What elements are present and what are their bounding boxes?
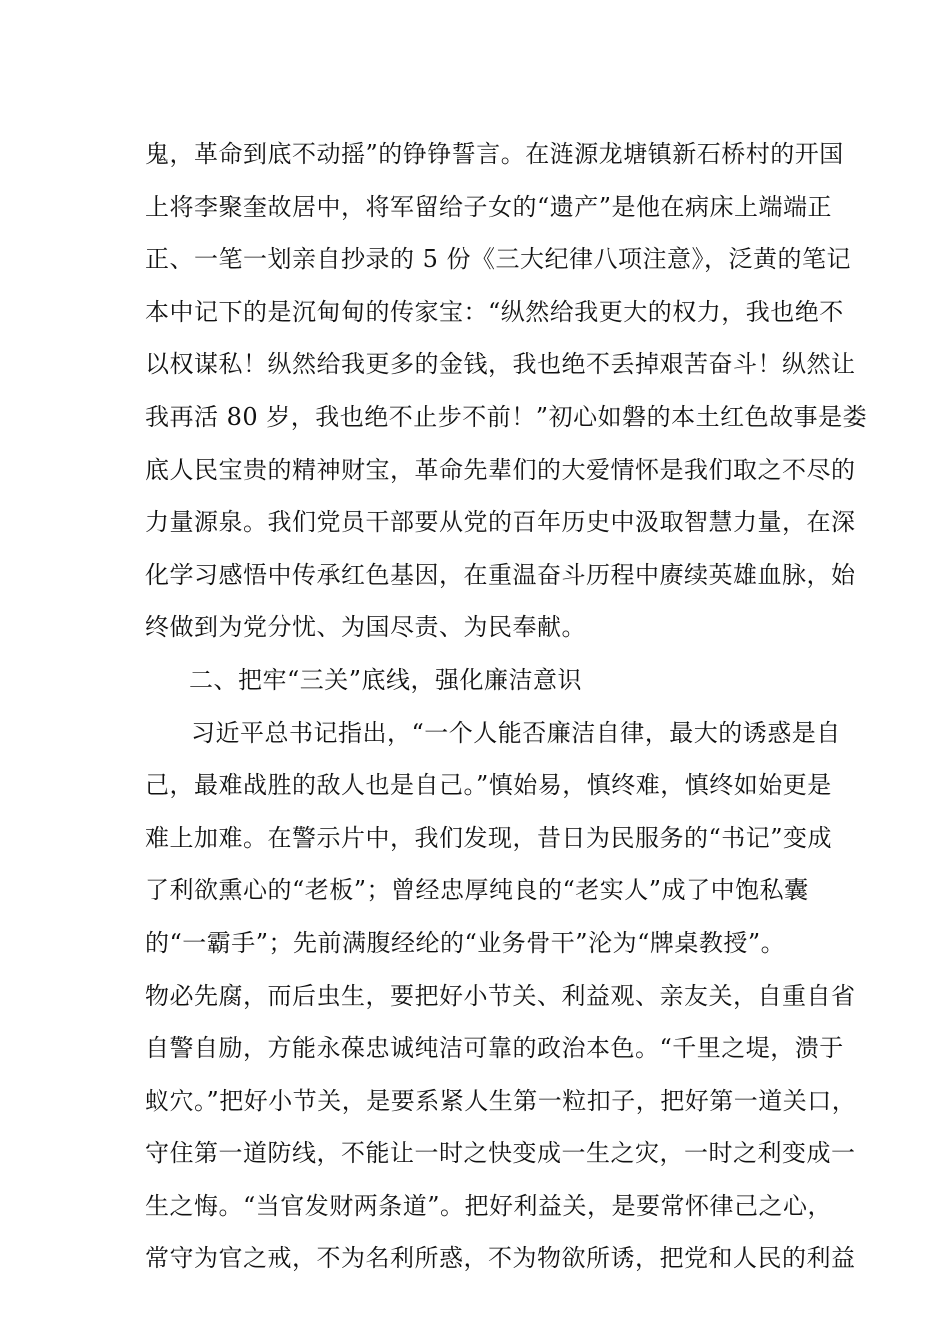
paragraph-line: 难上加难。在警示片中，我们发现，昔日为民服务的“书记”变成 — [145, 823, 833, 852]
paragraph-line: 我再活 80 岁，我也绝不止步不前！”初心如磐的本土红色故事是娄 — [145, 402, 868, 431]
paragraph-line: 了利欲熏心的“老板”；曾经忠厚纯良的“老实人”成了中饱私囊 — [145, 876, 809, 905]
body-text — [145, 128, 868, 1285]
paragraph-line: 以权谋私！纵然给我更多的金钱，我也绝不丢掉艰苦奋斗！纵然让 — [145, 350, 856, 379]
paragraph-line: 蚁穴。”把好小节关，是要系紧人生第一粒扣子，把好第一道关口， — [145, 1086, 857, 1115]
paragraph-line: 本中记下的是沉甸甸的传家宝：“纵然给我更大的权力，我也绝不 — [145, 297, 844, 326]
paragraph-line: 的“一霸手”；先前满腹经纶的“业务骨干”沦为“牌桌教授”。 — [145, 928, 786, 957]
paragraph-line: 上将李聚奎故居中，将军留给子女的“遗产”是他在病床上端端正 — [145, 192, 833, 221]
paragraph-line: 力量源泉。我们党员干部要从党的百年历史中汲取智慧力量，在深 — [145, 508, 856, 537]
paragraph-line: 终做到为党分忧、为国尽责、为民奉献。 — [145, 613, 586, 642]
paragraph-line: 生之悔。“当官发财两条道”。把好利益关，是要常怀律己之心， — [145, 1191, 833, 1220]
paragraph-line: 己，最难战胜的敌人也是自己。”慎始易，慎终难，慎终如始更是 — [145, 771, 832, 800]
paragraph-line: 守住第一道防线，不能让一时之快变成一生之灾，一时之利变成一 — [145, 1139, 856, 1168]
paragraph-line: 物必先腐，而后虫生，要把好小节关、利益观、亲友关，自重自省 — [145, 981, 856, 1010]
paragraph-line: 自警自励，方能永葆忠诚纯洁可靠的政治本色。“千里之堤，溃于 — [145, 1034, 844, 1063]
section-heading: 二、把牢“三关”底线，强化廉洁意识 — [189, 665, 583, 694]
paragraph-line: 常守为官之戒，不为名利所惑，不为物欲所诱，把党和人民的利益 — [145, 1244, 856, 1273]
paragraph-line: 正、一笔一划亲自抄录的 5 份《三大纪律八项注意》，泛黄的笔记 — [145, 245, 852, 274]
paragraph-line: 化学习感悟中传承红色基因，在重温奋斗历程中赓续英雄血脉，始 — [145, 560, 856, 589]
paragraph-line: 鬼，革命到底不动摇”的铮铮誓言。在涟源龙塘镇新石桥村的开国 — [145, 140, 844, 168]
paragraph-line: 底人民宝贵的精神财宝，革命先辈们的大爱情怀是我们取之不尽的 — [145, 455, 856, 484]
paragraph-line: 习近平总书记指出，“一个人能否廉洁自律，最大的诱惑是自 — [191, 718, 841, 747]
